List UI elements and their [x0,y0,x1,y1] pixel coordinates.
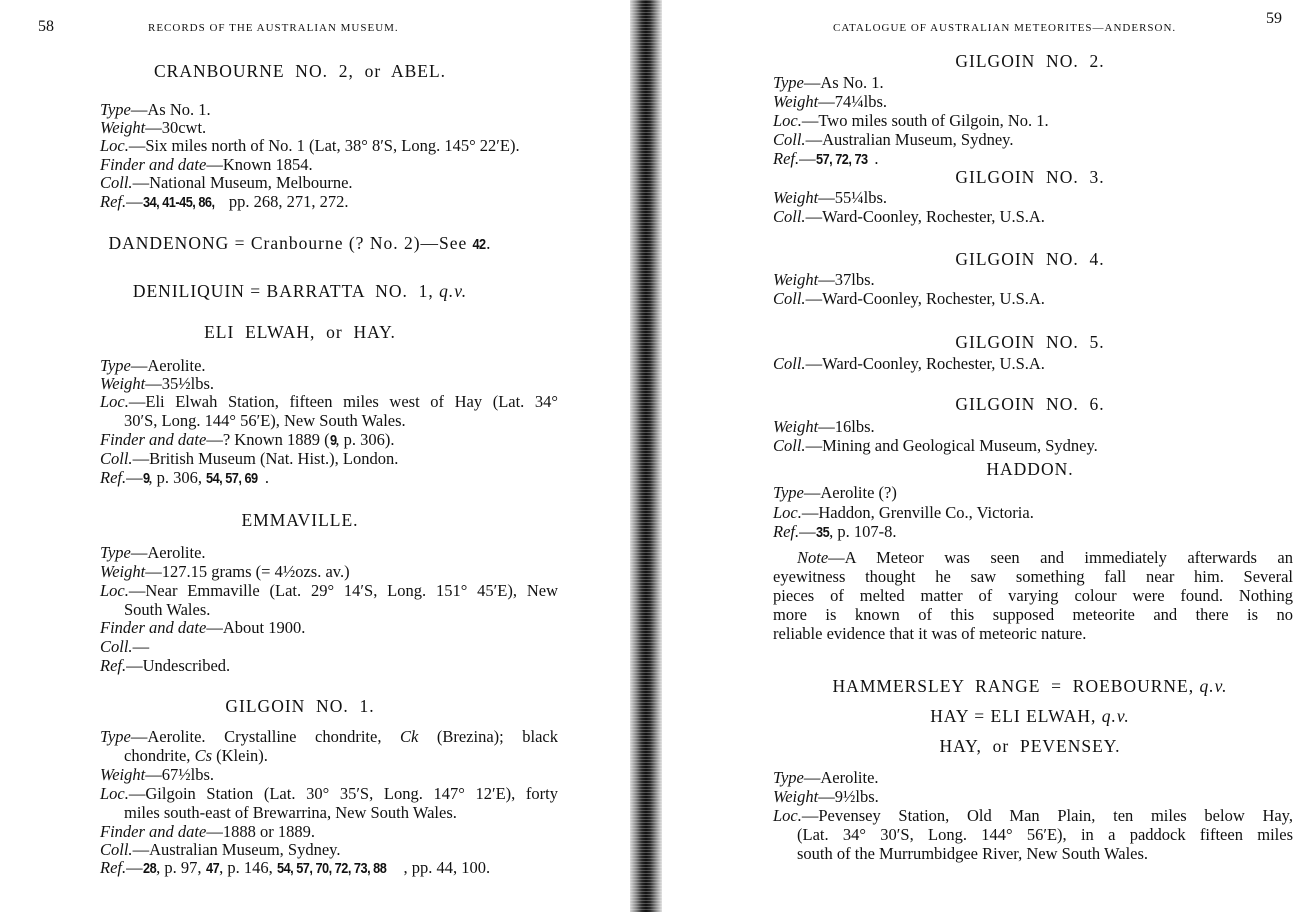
entry-continuation [797,844,1148,863]
field-label: Finder and date [100,618,207,637]
entry-field [773,417,875,436]
entry-field [773,787,879,806]
entry-heading [955,395,1104,414]
reference-number: 57, 72, 73 [815,151,868,168]
field-text: (Lat. 34° 30′S, Long. 144° 56′E), in a paddock fifteen miles [797,825,1293,844]
field-label: Type [100,543,131,562]
field-text: —30cwt. [145,118,207,137]
field-label: Coll. [773,207,806,226]
entry-field [773,806,1293,825]
entry-heading [930,707,1130,726]
entry-field [773,207,1045,226]
field-text: —35½lbs. [145,374,214,393]
field-text: , p. 306). [335,430,395,449]
field-text: . [486,233,492,253]
field-text: —Ward-Coonley, Rochester, U.S.A. [805,207,1045,226]
field-text: —Ward-Coonley, Rochester, U.S.A. [805,354,1045,373]
field-label: Weight [773,787,819,806]
field-text: GILGOIN NO. 3. [955,167,1105,187]
field-text: —Six miles north of No. 1 (Lat, 38° 8′S, Long. 145° 22′E). [128,136,520,155]
field-text: reliable evidence that it was of meteoric nature. [773,624,1087,643]
field-label: Finder and date [100,822,207,841]
entry-field [100,136,520,155]
field-label: Loc. [773,806,802,825]
entry-heading [955,168,1104,187]
field-label: Coll. [773,130,806,149]
entry-continuation [124,600,210,619]
field-text: South Wales. [124,600,211,619]
entry-field [773,436,1098,455]
field-label: Coll. [100,840,133,859]
entry-heading [986,460,1073,479]
field-text: —Haddon, Grenville Co., Victoria. [801,503,1034,522]
field-label: Ref. [100,468,127,487]
field-text: —Known 1854. [206,155,313,174]
field-label: Type [100,727,131,746]
entry-field [773,503,1034,522]
field-label: Weight [773,188,819,207]
entry-field [100,356,206,375]
field-text: HAMMERSLEY RANGE = ROEBOURNE, [832,676,1200,696]
entry-continuation [124,803,457,822]
entry-heading [833,677,1228,696]
entry-field [773,92,887,111]
entry-heading [133,282,467,301]
field-label: Loc. [100,392,129,411]
field-text: —55¼lbs. [818,188,887,207]
field-text: pp. 268, 271, 272. [224,192,349,211]
field-label: Type [773,483,804,502]
field-label: Loc. [100,136,129,155]
entry-heading [225,697,374,716]
field-label: Type [773,73,804,92]
field-text: CRANBOURNE NO. 2, or ABEL. [153,61,447,81]
field-label: Loc. [773,503,802,522]
entry-field [100,562,350,581]
field-text: DENILIQUIN = BARRATTA NO. 1, [132,281,440,301]
note-line [773,624,1086,643]
reference-number: 28 [142,860,156,877]
field-text: —As No. 1. [803,73,884,92]
field-text: —Aerolite. [130,543,206,562]
field-text: —16lbs. [818,417,875,436]
field-text: —British Museum (Nat. Hist.), London. [132,449,399,468]
field-label: Weight [100,562,146,581]
field-text: —As No. 1. [130,100,211,119]
field-text: ELI ELWAH, or HAY. [204,322,396,342]
field-label: Weight [773,270,819,289]
page-59 [662,0,1315,912]
field-label: Coll. [773,436,806,455]
field-label: q.v. [1101,706,1130,726]
note-line [773,586,1293,605]
note-line [797,548,1293,567]
field-text: —Undescribed. [126,656,231,675]
field-text: —127.15 grams (= 4½ozs. av.) [145,562,350,581]
field-text: —About 1900. [206,618,306,637]
entry-field [773,130,1013,149]
reference-number: 34, 41-45, 86, [142,194,215,211]
entry-field [100,581,558,600]
field-text: GILGOIN NO. 5. [955,332,1105,352]
field-label: Weight [773,417,819,436]
reference-number: 54, 57, 70, 72, 73, 88 [276,860,387,877]
entry-field [773,768,879,787]
entry-field [773,270,875,289]
field-label: Ref. [100,656,127,675]
field-text: , p. 107-8. [829,522,897,541]
field-text: —? Known 1889 ( [206,430,330,449]
page-58 [0,0,630,912]
field-text: —9½lbs. [818,787,879,806]
field-label: Weight [100,118,146,137]
field-text: — [126,858,143,877]
field-label: Ref. [100,858,127,877]
entry-field [100,392,558,411]
field-label: Coll. [100,449,133,468]
entry-heading [955,250,1104,269]
field-text: —National Museum, Melbourne. [132,173,353,192]
field-label: Ref. [100,192,127,211]
field-text: HAY = ELI ELWAH, [930,706,1102,726]
field-text: 30′S, Long. 144° 56′E), New South Wales. [124,411,406,430]
entry-field [100,656,230,675]
field-label: Weight [100,765,146,784]
field-label: Weight [100,374,146,393]
field-label: q.v. [439,281,468,301]
field-label: Coll. [100,637,133,656]
field-text: — [799,149,816,168]
field-text: — [799,522,816,541]
field-text: GILGOIN NO. 2. [955,51,1105,71]
field-label: Weight [773,92,819,111]
field-text: — [126,192,143,211]
reference-number: 9 [329,432,337,449]
reference-number: 9 [142,470,150,487]
entry-field [100,822,315,841]
entry-field [100,858,490,878]
entry-field [773,73,884,92]
page-number: 58 [38,18,54,35]
field-text: —74¼lbs. [818,92,887,111]
field-text: — [132,637,150,656]
book-spine [630,0,662,912]
entry-heading [204,323,396,342]
field-text: pieces of melted matter of varying colour were found. Nothing [773,586,1293,605]
field-text: —Aerolite. Crystalline chondrite, [130,727,400,746]
field-label: q.v. [1199,676,1228,696]
entry-field [100,449,398,468]
entry-field [100,840,340,859]
field-label: Ref. [773,522,800,541]
field-text: , p. 146, [219,858,277,877]
field-text: —Australian Museum, Sydney. [805,130,1014,149]
field-label: Coll. [773,289,806,308]
reference-number: 35 [815,524,829,541]
field-text: EMMAVILLE. [241,510,359,530]
entry-field [773,289,1045,308]
field-label: Ref. [773,149,800,168]
field-text: GILGOIN NO. 6. [955,394,1105,414]
field-label: Coll. [100,173,133,192]
note-line [773,567,1293,586]
entry-field [100,543,206,562]
entry-field [100,618,305,637]
entry-field [100,637,149,656]
entry-field [773,522,897,542]
field-text: GILGOIN NO. 1. [225,696,375,716]
field-text: south of the Murrumbidgee River, New South Wales. [797,844,1149,863]
field-text: —A Meteor was seen and immediately afterwards an [828,548,1293,567]
field-text: —Aerolite. [803,768,879,787]
field-text: —Mining and Geological Museum, Sydney. [805,436,1098,455]
entry-field [773,188,887,207]
field-label: Type [773,768,804,787]
entry-heading [955,52,1104,71]
field-label: Loc. [100,581,129,600]
field-text: —37lbs. [818,270,875,289]
field-text: more is known of this supposed meteorite and there is no [773,605,1293,624]
field-label: Finder and date [100,430,207,449]
field-text: , p. 306, [148,468,207,487]
entry-continuation [797,825,1293,844]
entry-field [773,483,897,502]
field-text: . [264,468,269,487]
field-text: DANDENONG = Cranbourne (? No. 2)—See [108,233,473,253]
field-label: Loc. [773,111,802,130]
entry-field [100,192,349,212]
field-text: eyewitness thought he saw something fall near him. Several [773,567,1293,586]
entry-field [100,727,558,746]
field-text: (Klein). [212,746,268,765]
note-line [773,605,1293,624]
reference-number: 42 [472,236,486,253]
field-text: HAY, or PEVENSEY. [939,736,1121,756]
field-label: Finder and date [100,155,207,174]
field-text: chondrite, [124,746,195,765]
entry-heading [241,511,358,530]
entry-field [100,100,211,119]
field-text: —Two miles south of Gilgoin, No. 1. [801,111,1049,130]
page-number: 59 [1266,10,1282,27]
entry-heading [108,234,491,254]
field-text: —67½lbs. [145,765,214,784]
entry-field [100,118,206,137]
field-text: —Near Emmaville (Lat. 29° 14′S, Long. 151° 45′E), New [128,581,558,600]
field-text: —Australian Museum, Sydney. [132,840,341,859]
field-label: Loc. [100,784,129,803]
field-label: Type [100,100,131,119]
entry-field [100,468,269,488]
field-text: . [874,149,879,168]
field-text: , pp. 44, 100. [403,858,491,877]
field-text: HADDON. [986,459,1074,479]
entry-field [773,149,878,169]
field-text: —Aerolite (?) [803,483,897,502]
field-text: miles south-east of Brewarrina, New South Wales. [124,803,457,822]
field-label: Type [100,356,131,375]
entry-heading [154,62,446,81]
field-text: —Pevensey Station, Old Man Plain, ten miles below Hay, [801,806,1293,825]
reference-number: 54, 57, 69 [206,470,258,487]
entry-heading [939,737,1120,756]
entry-field [773,354,1045,373]
entry-heading [955,333,1104,352]
entry-field [100,374,214,393]
field-text: (Brezina); black [418,727,558,746]
field-label: Cs [194,746,212,765]
entry-field [100,765,214,784]
entry-field [100,173,353,192]
field-label: Ck [399,727,419,746]
field-text: —1888 or 1889. [206,822,315,841]
reference-number: 47 [205,860,219,877]
running-head: RECORDS OF THE AUSTRALIAN MUSEUM. [148,22,399,34]
entry-field [773,111,1049,130]
entry-field [100,155,313,174]
entry-continuation [124,411,406,430]
field-text: — [126,468,143,487]
field-text: GILGOIN NO. 4. [955,249,1105,269]
field-text: —Ward-Coonley, Rochester, U.S.A. [805,289,1045,308]
entry-field [100,784,558,803]
field-text: , p. 97, [156,858,206,877]
field-label: Coll. [773,354,806,373]
field-label: Note [797,548,829,567]
entry-field [100,430,394,450]
field-text: —Aerolite. [130,356,206,375]
field-text: —Eli Elwah Station, fifteen miles west of Hay (Lat. 34° [128,392,558,411]
running-head: CATALOGUE OF AUSTRALIAN METEORITES—ANDERSON. [833,22,1177,34]
entry-continuation [124,746,268,765]
field-text: —Gilgoin Station (Lat. 30° 35′S, Long. 147° 12′E), forty [128,784,558,803]
